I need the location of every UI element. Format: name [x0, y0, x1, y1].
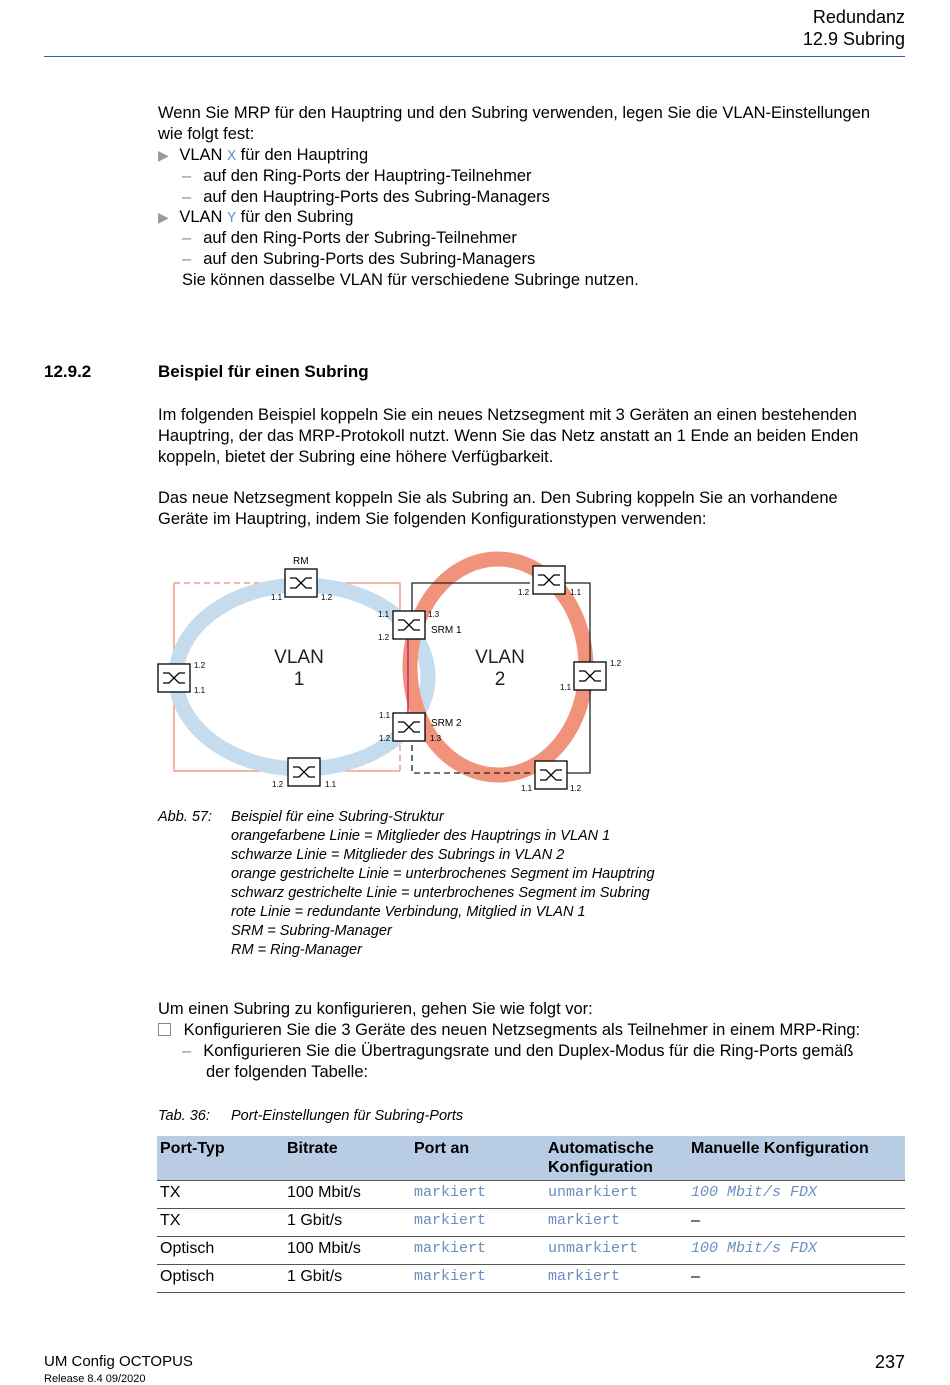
intro-note: Sie können dasselbe VLAN für verschiedene Subringe nutzen. — [182, 271, 639, 289]
svg-text:1: 1 — [293, 669, 305, 690]
para1-line-2: Hauptring, der das MRP-Protokoll nutzt. Wenn Sie das Netz anstatt an 1 Ende an beiden Enden — [158, 427, 859, 445]
svg-text:SRM 2: SRM 2 — [431, 718, 462, 729]
sub-item-1b: – auf den Hauptring-Ports des Subring-Managers — [182, 188, 550, 206]
step-1-sub-line-2: der folgenden Tabelle: — [206, 1063, 369, 1081]
switch-sub-bottom-icon — [535, 761, 567, 789]
sub-item-1a: – auf den Ring-Ports der Hauptring-Teilnehmer — [182, 167, 532, 185]
intro-line-1: Wenn Sie MRP für den Hauptring und den Subring verwenden, legen Sie die VLAN-Einstellungen — [158, 104, 871, 122]
para1-line-3: koppeln, bietet der Subring eine höhere Verfügbarkeit. — [158, 448, 554, 466]
para1-line-1: Im folgenden Beispiel koppeln Sie ein neues Netzsegment mit 3 Geräten an einen bestehenden — [158, 406, 857, 424]
svg-text:SRM 1: SRM 1 — [431, 625, 462, 636]
bullet-item-1: ▶ VLAN X für den Hauptring — [158, 146, 369, 165]
step-1-sub: – Konfigurieren Sie die Übertragungsrate und den Duplex-Modus für die Ring-Ports gemäß — [182, 1042, 854, 1060]
table-row: TX 1 Gbit/s markiert markiert – — [157, 1209, 905, 1237]
table-label: Tab. 36: — [158, 1108, 210, 1124]
svg-text:1.1: 1.1 — [271, 593, 283, 602]
col-header: Automatische Konfiguration — [545, 1136, 688, 1181]
svg-text:1.1: 1.1 — [560, 683, 572, 692]
col-header: Port-Typ — [157, 1136, 284, 1181]
svg-text:VLAN: VLAN — [274, 647, 324, 668]
sub-item-2a: – auf den Ring-Ports der Subring-Teilnehmer — [182, 229, 517, 247]
svg-text:1.2: 1.2 — [321, 593, 333, 602]
page-number: 237 — [874, 1352, 905, 1372]
svg-text:1.2: 1.2 — [570, 784, 582, 793]
switch-bottom-icon — [288, 758, 320, 786]
switch-sub-right-icon — [574, 662, 606, 690]
footer-doc-title: UM Config OCTOPUS — [44, 1353, 193, 1370]
table-caption: Port-Einstellungen für Subring-Ports — [231, 1108, 464, 1124]
svg-text:RM: RM — [293, 556, 309, 567]
svg-text:1.2: 1.2 — [194, 661, 206, 670]
col-header: Port an — [411, 1136, 545, 1181]
table-header-row — [157, 1136, 905, 1181]
svg-text:1.1: 1.1 — [194, 686, 206, 695]
switch-left-icon — [158, 664, 190, 692]
section-title: Beispiel für einen Subring — [158, 362, 369, 381]
table-row: Optisch 1 Gbit/s markiert markiert – — [157, 1265, 905, 1293]
svg-text:1.2: 1.2 — [518, 588, 530, 597]
bullet-item-2: ▶ VLAN Y für den Subring — [158, 208, 354, 227]
svg-text:1.1: 1.1 — [378, 610, 390, 619]
footer-release: Release 8.4 09/2020 — [44, 1373, 146, 1385]
svg-text:1.3: 1.3 — [430, 734, 442, 743]
para2-line-1: Das neue Netzsegment koppeln Sie als Subring an. Den Subring koppeln Sie an vorhandene — [158, 489, 838, 507]
subring-diagram — [150, 545, 620, 800]
switch-sub-top-icon — [533, 566, 565, 594]
svg-text:1.2: 1.2 — [610, 659, 622, 668]
svg-text:1.1: 1.1 — [521, 784, 533, 793]
para2-line-2: Geräte im Hauptring, indem Sie folgenden Konfigurationstypen verwenden: — [158, 510, 707, 528]
sub-item-2b: – auf den Subring-Ports des Subring-Managers — [182, 250, 536, 268]
svg-text:1.1: 1.1 — [379, 711, 391, 720]
table-row: TX 100 Mbit/s markiert unmarkiert 100 Mbit/s FDX — [157, 1181, 905, 1209]
table-row: Optisch 100 Mbit/s markiert unmarkiert 100 Mbit/s FDX — [157, 1237, 905, 1265]
svg-text:1.1: 1.1 — [570, 588, 582, 597]
figure-label: Abb. 57: — [158, 809, 213, 825]
svg-text:1.2: 1.2 — [378, 633, 390, 642]
intro-line-2: wie folgt fest: — [158, 125, 255, 143]
triangle-bullet-icon: ▶ — [158, 147, 169, 163]
svg-text:1.2: 1.2 — [272, 780, 284, 789]
steps-intro: Um einen Subring zu konfigurieren, gehen Sie wie folgt vor: — [158, 1000, 593, 1018]
svg-text:2: 2 — [494, 669, 506, 690]
srm1-switch-icon — [393, 611, 425, 639]
rm-switch-icon — [285, 569, 317, 597]
triangle-bullet-icon: ▶ — [158, 209, 169, 225]
col-header: Bitrate — [284, 1136, 411, 1181]
svg-text:1.1: 1.1 — [325, 780, 337, 789]
svg-text:VLAN: VLAN — [475, 647, 525, 668]
checkbox-icon — [158, 1023, 171, 1036]
header-rule — [44, 56, 905, 57]
running-header-section: 12.9 Subring — [802, 29, 905, 49]
section-number: 12.9.2 — [44, 362, 92, 381]
step-1: Konfigurieren Sie die 3 Geräte des neuen Netzsegments als Teilnehmer in einem MRP-Ring: — [158, 1020, 860, 1041]
col-header: Manuelle Konfiguration — [688, 1136, 905, 1181]
svg-text:1.2: 1.2 — [379, 734, 391, 743]
running-header-chapter: Redundanz — [812, 7, 905, 27]
svg-text:1.3: 1.3 — [428, 610, 440, 619]
port-settings-table — [157, 1136, 905, 1293]
srm2-switch-icon — [393, 713, 425, 741]
figure-caption: Beispiel für eine Subring-Struktur orangefarbene Linie = Mitglieder des Hauptrings in VLAN 1 schwarze Linie = Mitglieder des Subrings in VLAN 2 orange gestrichelte Linie = unterbrochenes Segment im Hauptring schwarz gestrichelte Linie = unterbrochenes Segment im Subring rote Linie = redundante Verbindung, Mitglied in VLAN 1 SRM = Subring-Manager RM = Ring-Manager — [231, 809, 655, 958]
